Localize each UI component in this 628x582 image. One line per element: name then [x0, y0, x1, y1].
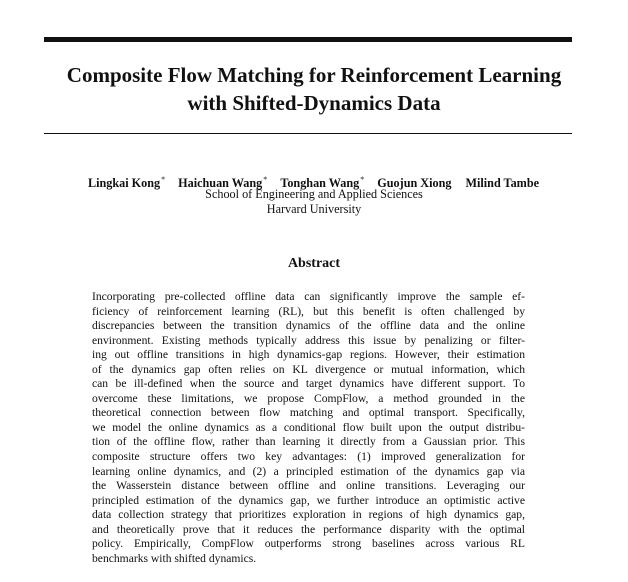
- abstract-line: of the dynamics gap often relies on KL divergence or mutual information, which: [92, 362, 525, 376]
- abstract-line: tion of the offline flow, rather than learning it directly from a Gaussian prior. This: [92, 435, 525, 449]
- abstract-line: data collection strategy that prioritizes exploration in regions of high dynamics gap,: [92, 508, 525, 522]
- abstract-line: ficiency of reinforcement learning (RL), but this benefit is often challenged by: [92, 304, 525, 318]
- abstract-line: benchmarks with shifted dynamics.: [92, 551, 257, 565]
- abstract-line: theoretical connection between flow matching and optimal transport. Specifically,: [92, 406, 525, 420]
- affiliation-school: School of Engineering and Applied Sciences: [205, 187, 423, 201]
- abstract-line: discrepancies between the transition dynamics of the offline data and the online: [92, 319, 525, 333]
- author-name: Haichuan Wang: [178, 176, 263, 191]
- abstract-body: [92, 290, 525, 566]
- abstract-line: can be ill-defined when the source and target dynamics have different support. To: [92, 377, 525, 391]
- abstract-line: ing out offline transitions in high dynamics-gap regions. However, their estimation: [92, 348, 525, 362]
- equal-contribution-mark: *: [360, 175, 365, 184]
- abstract-line: principled estimation of the dynamics gap, we further introduce an optimistic active: [92, 493, 525, 507]
- abstract-line: and theoretically prove that it reduces the performance disparity with the optimal: [92, 522, 525, 536]
- abstract-line: composite structure offers two key advantages: (1) improved generalization for: [92, 450, 525, 464]
- author-name: Guojun Xiong: [377, 176, 452, 191]
- author-name: Milind Tambe: [465, 176, 540, 191]
- abstract-line: learning online dynamics, and (2) a principled estimation of the dynamics gap via: [92, 464, 525, 478]
- paper-title: [30, 61, 598, 117]
- paper-title-line-2: with Shifted-Dynamics Data: [187, 91, 441, 115]
- author-name: Tonghan Wang: [280, 176, 360, 191]
- equal-contribution-mark: *: [161, 175, 166, 184]
- abstract-line: Incorporating pre-collected offline data can significantly improve the sample ef-: [92, 290, 525, 303]
- title-bottom-rule: [44, 133, 572, 134]
- affiliation-university: Harvard University: [266, 202, 362, 216]
- title-top-rule: [44, 37, 572, 42]
- abstract-line: policy. Empirically, CompFlow outperforms strong baselines across various RL: [92, 537, 525, 551]
- equal-contribution-mark: *: [263, 175, 268, 184]
- abstract-heading: Abstract: [287, 256, 341, 271]
- paper-title-line-1: Composite Flow Matching for Reinforcement Learning: [66, 63, 562, 87]
- abstract-line: we model the online dynamics as a conditional flow built upon the output distribu-: [92, 420, 525, 434]
- author-name: Lingkai Kong: [87, 176, 161, 191]
- abstract-line: environment. Existing methods typically address this issue by penalizing or filter-: [92, 333, 525, 347]
- abstract-line: overcome these limitations, we propose CompFlow, a method grounded in the: [92, 391, 525, 405]
- abstract-line: the Wasserstein distance between offline and online transitions. Leveraging our: [92, 479, 525, 493]
